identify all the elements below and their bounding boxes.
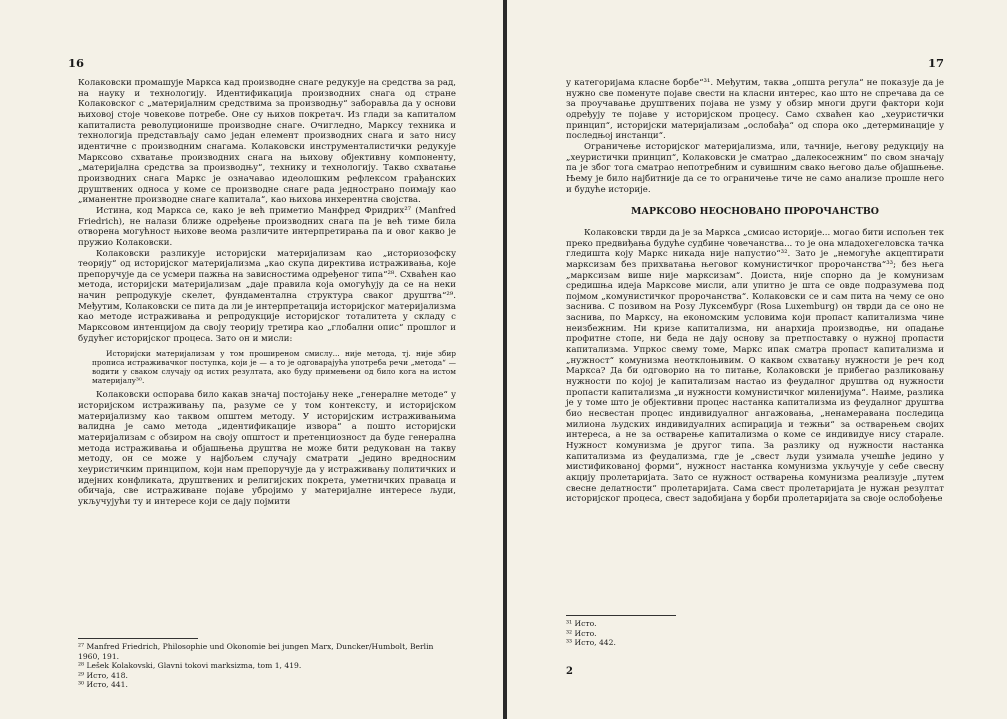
paragraph: Колаковски тврди да је за Маркса „смисао историје... могао бити испољен тек преко предвиђања будуће судбине човечанства... то је она младохегеловска тачка гледишта коју Маркс никада није напустио“³². Зато је „немогуће акцептирати марксизам без прихватања његовог комунистичког пророчанства“³³; без њега „марксизам више није марксизам“. Доиста, није спорно да је комунизам средишња идеја Марксове мисли, али упитно је шта се овде подразумева под појмом „комунистичког пророчанства“. Колаковски се и сам пита на чему се оно заснива. С позивом на Розу Луксембург (Rosa Luxemburg) он тврди да се оно не заснива, по Марксу, на економским условима који пропаст капитализма чине неизбежним. Ни кризе капитализма, ни анархија производње, ни опадање профитне стопе, ни беда не дају основу за претпоставку о нужној пропасти капитализма. Упркос свему томе, Маркс ипак сматра пропаст капитализма и „нужност“ комунизма неотклоњивим. О каквом схватању нужности је реч код Маркса? Да би одговорио на то питање, Колаковски је прибегао разликовању нужности по којој је капитализам настао из феудалног друштва од нужности пропасти капитализма „и нужности комунистичког миленијума“. Наиме, разлика је у томе што је објективни процес настанка капитализма из феудалног друштва био несвестан процес индивидуалног ангажовања, „ненамеравана последица милиона људских индивидуалних аспирација и тежњи“ за остварењем својих интереса, а не за остварење капитализма о коме се индивидуе нису старале. Нужност комунизма је другог типа. За разлику од нужности настанка капитализма из феудализма, где је „свест људи узимала учешће једино у мистификованој форми“, нужност настанка комунизма укључује у себе свесну акцију пролетаријата. Зато се нужност остварења комунизма реализује „путем свесне делатности“ пролетаријата. Сама свест пролетаријата је нужан резултат историјског процеса, свест задобијана у борби пролетаријата за своје ослобођење (566, 227, 944, 505)
footnote-rule (566, 615, 676, 616)
footnote: ³⁰ Исто, 441. (78, 680, 128, 690)
footnote: ³¹ Исто. (566, 619, 597, 628)
footnote: ³³ Исто, 442. (566, 638, 616, 648)
right-page (507, 0, 1007, 719)
paragraph: у категоријама класне борбе“³¹. Међутим, таква „општа регула“ не показује да је нужно све поменуте појаве свести на класни интерес, као што не спречава да се за проучавање друштвених појава не узму у обзир многи други фактори који одређују те појаве у историјском процесу. Само схваћен као „хеуристички принцип“, историјски материјализам „ослобађа“ од спора око „детерминације у последњој инстанци“. (566, 78, 944, 142)
footnotes (78, 642, 456, 690)
footnote: ²⁹ Исто, 418. (78, 670, 128, 680)
footnote: ³² Исто. (566, 628, 597, 638)
page-number: 16 (68, 56, 85, 70)
footnote: ²⁷ Manfred Friedrich, Philosophie und Okonomie bei jungen Marx, Duncker/Humbolt, Berlin 1960, 191. (78, 642, 434, 661)
paragraph: Колаковски разликује историјски материјализам као „историозофску теорију“ од историјског материјализма „као скупа директива истраживања, које препоручује да се усмери пажња на зависностима одређеног типа“²⁸. Схваћен као метода, историјски материјализам „даје правила која омогућују да се на неки начин репродукује скелет, фундаментална структура сваког друштва“²⁹. Међутим, Колаковски се пита да ли је интерпретација историјског материјализма као методе истраживања и репродукције историјског тоталитета у складу с Марксовом интенцијом да своју теорију третира као „глобални опис“ прошлог и будућег историјског процеса. Зато он и мисли: (78, 248, 456, 344)
block-quote: Историјски материјализам у том проширеном смислу... није метода, тј. није збир прописа истраживачког поступка, који је — а то је одговарајућа употреба речи „метода“ — водити у сваком случају од истих резултата, ако буду примењени од било кога на истом материјалу³⁰. (92, 349, 456, 386)
footnote-rule (78, 638, 198, 639)
footnote: ²⁸ Lešek Kolakovski, Glavni tokovi marksizma, tom 1, 419. (78, 661, 302, 671)
paragraph: Колаковски промашује Маркса кад производне снаге редукује на средства за рад, на науку и технологију. Идентификација производних снага од стране Колаковског с „материјалним средствима за производњу“ заборавља да у основи њиховој стоје човекове потребе. Оне су њихов покретач. Из глади за капиталом капиталиста револуционише производне снаге. Очигледно, Марксу техника и технологија представљају само један елемент производних снага и зато нису идентичне с производним снагама. Колаковски инструменталистички редукује Марксово схватање производних снага на њихову објективну компоненту, „материјална средства за производњу“, технику и технологију. Такво схватање производних снага Маркс је означавао идеолошким рефлексом грађанских друштвених односа у коме се производне снаге рада једнострано поимају као „иманентне производне снаге капитала“, као њихова инхерентна својства. (78, 78, 456, 206)
right-body-text (566, 78, 944, 505)
paragraph: Ограничење историјског материјализма, или, тачније, његову редукцију на „хеуристички принцип“, Колаковски је сматрао „далекосежним“ по свом значају па је због тога сматрао непотребним и сувишним свако његово даље објашњење. Њему је било најбитније да се то ограничење тиче не само анализе прошле него и будуће историје. (566, 141, 944, 195)
page-number: 17 (928, 56, 945, 70)
left-page (0, 0, 503, 719)
footnotes (566, 619, 944, 648)
section-heading: МАРКСОВО НЕОСНОВАНО ПРОРОЧАНСТВО (631, 206, 879, 218)
left-body-text (78, 78, 456, 508)
paragraph: Колаковски оспорава било какав значај постојању неке „генералне методе“ у историјском истраживању па, разуме се у том контексту, и историјском материјализму као таквом општем методу. У историјским истраживањима валидна је само метода „идентификације извора“ а пошто историјски материјализам с обзиром на своју општост и претенциозност да буде генерална метода истраживања и објашњења друштва не може бити редукован на такву методу, он се може у најбољем случају сматрати „једино вредносним хеуристичким принципом, који нам препоручује да у истраживању политичких и идејних конфликата, друштвених и религијских покрета, уметничких праваца и обичаја, све истраживане појаве убројимо у материјалне интересе људи, укључујући ту и интересе који се дају појмити (78, 390, 456, 507)
paragraph: Истина, код Маркса се, како је већ приметио Манфред Фридрих²⁷ (Manfred Friedrich), не налази ближе одређење производних снага па је већ тиме била отворена могућност њихове веома различите интерпретирања па и овог какво је пружио Колаковски. (78, 205, 456, 248)
signature-mark: 2 (566, 666, 573, 677)
